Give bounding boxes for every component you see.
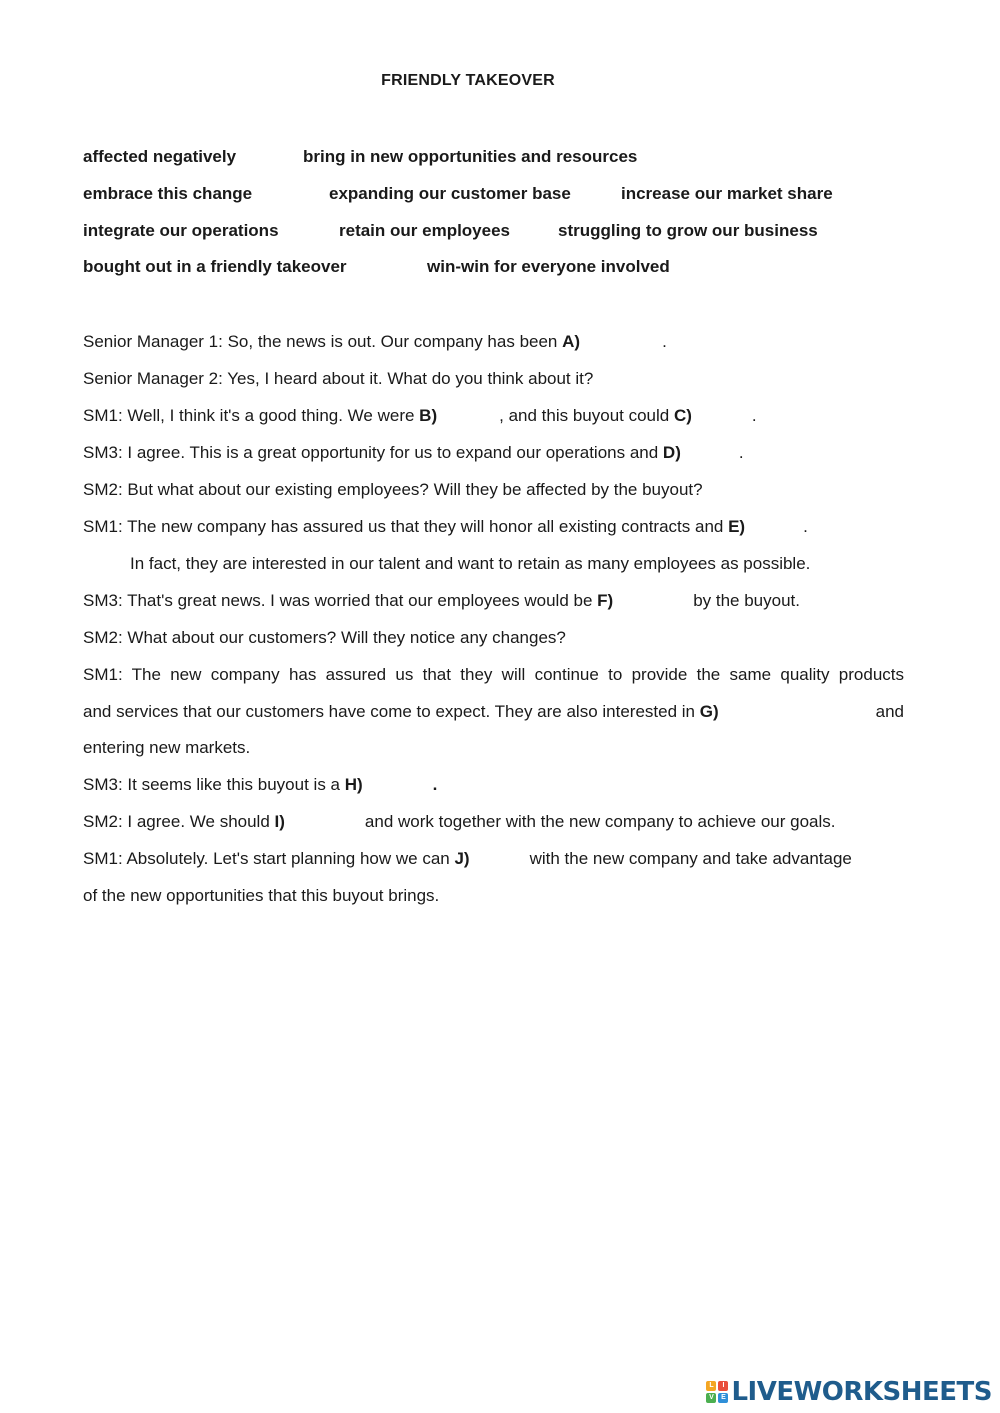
blank-label-a: A) xyxy=(562,332,581,351)
word-bank-item: win-win for everyone involved xyxy=(427,257,670,276)
blank-label-j: J) xyxy=(454,849,470,868)
word-bank-item: integrate our operations xyxy=(83,221,279,240)
blank-label-h: H) xyxy=(344,775,363,794)
word-bank-item: struggling to grow our business xyxy=(558,221,818,240)
logo-text: LIVEWORKSHEETS xyxy=(731,1377,992,1407)
blank-label-f: F) xyxy=(597,591,614,610)
dialogue-line: SM1: The new company has assured us that they will continue to provide the same quality products xyxy=(83,665,904,684)
blank-label-d: D) xyxy=(662,443,681,462)
dialogue-line: SM3: That's great news. I was worried that our employees would be F) by the buyout. xyxy=(83,591,800,610)
blank-label-i: I) xyxy=(274,812,285,831)
word-bank-item: increase our market share xyxy=(621,184,833,203)
dialogue-line: SM2: I agree. We should I) and work together with the new company to achieve our goals. xyxy=(83,812,836,831)
dialogue-line: SM3: It seems like this buyout is a H) . xyxy=(83,775,438,794)
dialogue-line: In fact, they are interested in our talent and want to retain as many employees as possible. xyxy=(130,554,811,573)
dialogue-line: and services that our customers have come to expect. They are also interested in G) and xyxy=(83,702,904,721)
dialogue-line: SM1: The new company has assured us that they will honor all existing contracts and E) . xyxy=(83,517,808,536)
word-bank-item: expanding our customer base xyxy=(329,184,571,203)
word-bank-item: embrace this change xyxy=(83,184,253,203)
blank-label-e: E) xyxy=(728,517,746,536)
dialogue-line: entering new markets. xyxy=(83,738,251,757)
blank-label-g: G) xyxy=(699,702,719,721)
blank-g[interactable] xyxy=(792,702,864,722)
dialogue-line: Senior Manager 2: Yes, I heard about it. What do you think about it? xyxy=(83,369,594,388)
dialogue-line: SM1: Absolutely. Let's start planning how we can J) with the new company and take advantage xyxy=(83,849,852,868)
dialogue-line: SM1: Well, I think it's a good thing. We were B) , and this buyout could C) . xyxy=(83,406,757,425)
word-bank-item: affected negatively xyxy=(83,147,237,166)
dialogue-line: of the new opportunities that this buyout brings. xyxy=(83,886,440,905)
logo-mark-icon: L I V E xyxy=(706,1381,728,1403)
dialogue-line: SM3: I agree. This is a great opportunity for us to expand our operations and D) . xyxy=(83,443,744,462)
word-bank-item: bought out in a friendly takeover xyxy=(83,257,347,276)
blank-label-b: B) xyxy=(419,406,438,425)
liveworksheets-logo xyxy=(706,1377,992,1407)
word-bank-item: bring in new opportunities and resources xyxy=(303,147,638,166)
dialogue-line: SM2: What about our customers? Will they notice any changes? xyxy=(83,628,566,647)
blank-label-c: C) xyxy=(673,406,692,425)
worksheet-title: FRIENDLY TAKEOVER xyxy=(381,72,555,89)
dialogue-line: Senior Manager 1: So, the news is out. Our company has been A) . xyxy=(83,332,667,351)
word-bank-item: retain our employees xyxy=(339,221,511,240)
dialogue-line: SM2: But what about our existing employees? Will they be affected by the buyout? xyxy=(83,480,703,499)
